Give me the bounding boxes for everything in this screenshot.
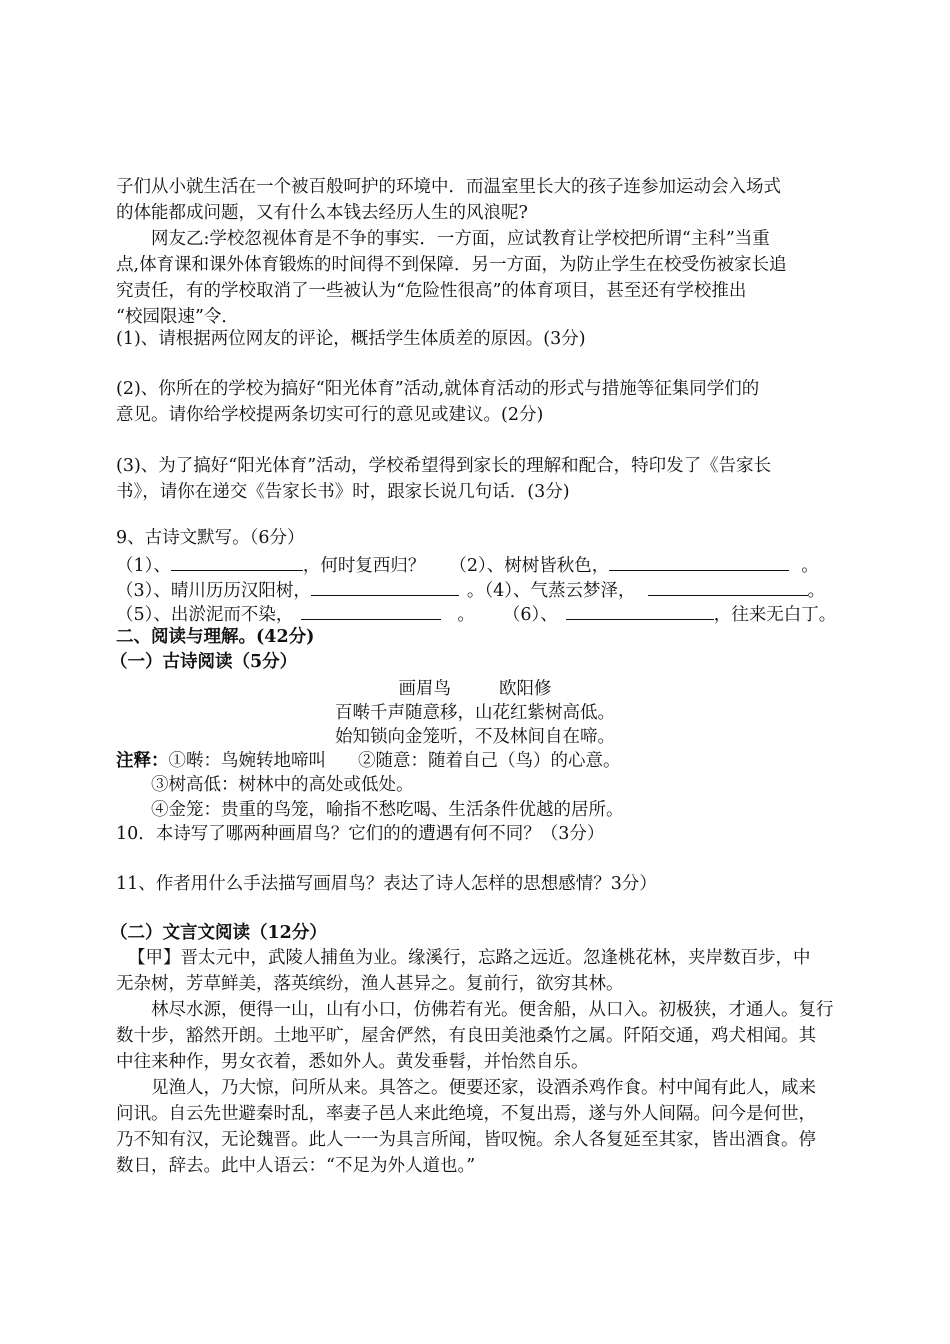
note-1: ①啭：鸟婉转地啼叫 bbox=[168, 751, 326, 771]
section-2-1-title: （一）古诗阅读（5分） bbox=[110, 652, 298, 672]
section-2-2-title: （二）文言文阅读（12分） bbox=[110, 923, 327, 943]
note-4: ④金笼：贵重的鸟笼，喻指不愁吃喝、生活条件优越的居所。 bbox=[151, 800, 624, 820]
answer-blank-3[interactable] bbox=[311, 577, 459, 596]
poem-line-1: 百啭千声随意移，山花红紫树高低。 bbox=[335, 703, 615, 723]
answer-blank-2[interactable] bbox=[609, 552, 789, 571]
classical-line: 乃不知有汉，无论魏晋。此人一一为具言所闻，皆叹惋。余人各复延至其家，皆出酒食。停 bbox=[116, 1130, 816, 1150]
fill-4-suffix: 。 bbox=[807, 581, 826, 601]
fill-5-prefix: （5）、出淤泥而不染， bbox=[116, 605, 294, 625]
classical-line: 【甲】晋太元中，武陵人捕鱼为业。缘溪行，忘路之远近。忽逢桃花林，夹岸数百步，中 bbox=[128, 948, 811, 968]
fill-3-prefix: （3）、晴川历历汉阳树， bbox=[116, 581, 311, 601]
fill-4-prefix: （4）、气蒸云梦泽， bbox=[484, 581, 636, 601]
note-3: ③树高低：树林中的高处或低处。 bbox=[151, 775, 414, 795]
passage-line: “校园限速”令． bbox=[116, 307, 239, 327]
passage-line: 子们从小就生活在一个被百般呵护的环境中．而温室里长大的孩子连参加运动会入场式 bbox=[116, 177, 781, 197]
classical-line: 无杂树，芳草鲜美，落英缤纷，渔人甚异之。复前行，欲穷其林。 bbox=[116, 974, 624, 994]
poem-line-2: 始知锁向金笼听，不及林间自在啼。 bbox=[335, 727, 615, 747]
question-11: 11、作者用什么手法描写画眉鸟？表达了诗人怎样的思想感情？3分） bbox=[116, 874, 657, 894]
note-2: ②随意：随着自己（鸟）的心意。 bbox=[358, 751, 621, 771]
classical-line: 见渔人，乃大惊，问所从来。具答之。便要还家，设酒杀鸡作食。村中闻有此人，咸来 bbox=[151, 1078, 816, 1098]
answer-blank-4[interactable] bbox=[648, 577, 808, 596]
classical-line: 数日，辞去。此中人语云：“不足为外人道也。” bbox=[116, 1156, 476, 1176]
passage-line: 的体能都成问题，又有什么本钱去经历人生的风浪呢? bbox=[116, 203, 528, 223]
poem-author: 欧阳修 bbox=[499, 679, 552, 699]
question-8-3: (3)、为了搞好“阳光体育”活动，学校希望得到家长的理解和配合，特印发了《告家长 bbox=[116, 456, 772, 476]
answer-blank-1[interactable] bbox=[171, 552, 303, 571]
classical-line: 中往来种作，男女衣着，悉如外人。黄发垂髫，并怡然自乐。 bbox=[116, 1052, 589, 1072]
fill-3-suffix: 。 bbox=[466, 581, 485, 601]
answer-blank-5[interactable] bbox=[301, 601, 441, 620]
fill-6-prefix: （6）、 bbox=[502, 605, 558, 625]
notes-label: 注释： bbox=[116, 751, 169, 771]
classical-line: 问讯。自云先世避秦时乱，率妻子邑人来此绝境，不复出焉，遂与外人间隔。问今是何世， bbox=[116, 1104, 816, 1124]
question-8-2: (2)、你所在的学校为搞好“阳光体育”活动,就体育活动的形式与措施等征集同学们的 bbox=[116, 379, 760, 399]
fill-1-prefix: （1）、 bbox=[116, 556, 171, 576]
fill-5-suffix: 。 bbox=[457, 605, 475, 625]
question-8-3-cont: 书》，请你在递交《告家长书》时，跟家长说几句话．(3分) bbox=[116, 482, 570, 502]
fill-2-suffix: 。 bbox=[801, 556, 819, 576]
notes-row-1 bbox=[116, 748, 621, 774]
passage-line: 点,体育课和课外体育锻炼的时间得不到保障．另一方面，为防止学生在校受伤被家长追 bbox=[116, 255, 787, 275]
classical-line: 林尽水源，便得一山，山有小口，仿佛若有光。便舍船，从口入。初极狭，才通人。复行 bbox=[151, 1000, 834, 1020]
answer-blank-6[interactable] bbox=[566, 601, 714, 620]
question-9-title: 9、古诗文默写。（6分） bbox=[116, 528, 305, 548]
fill-1-suffix: ，何时复西归？ bbox=[302, 556, 426, 576]
question-10: 10．本诗写了哪两种画眉鸟？它们的的遭遇有何不同？（3分） bbox=[116, 824, 605, 844]
passage-line: 网友乙:学校忽视体育是不争的事实．一方面，应试教育让学校把所谓“主科”当重 bbox=[151, 229, 770, 249]
fill-2-prefix: （2）、树树皆秋色， bbox=[449, 556, 610, 576]
question-8-1: (1)、请根据两位网友的评论，概括学生体质差的原因。(3分) bbox=[116, 329, 586, 349]
fill-6-suffix: ，往来无白丁。 bbox=[713, 605, 837, 625]
fill-row-2 bbox=[116, 577, 825, 604]
poem-title: 画眉鸟 bbox=[398, 679, 451, 699]
section-2-title: 二、阅读与理解。(42分) bbox=[116, 627, 315, 647]
question-8-2-cont: 意见。请你给学校提两条切实可行的意见或建议。(2分) bbox=[116, 405, 544, 425]
fill-row-1 bbox=[116, 552, 819, 579]
classical-line: 数十步，豁然开朗。土地平旷，屋舍俨然，有良田美池桑竹之属。阡陌交通，鸡犬相闻。其 bbox=[116, 1026, 816, 1046]
poem-heading bbox=[0, 676, 950, 702]
passage-line: 究责任，有的学校取消了一些被认为“危险性很高”的体育项目，甚至还有学校推出 bbox=[116, 281, 747, 301]
